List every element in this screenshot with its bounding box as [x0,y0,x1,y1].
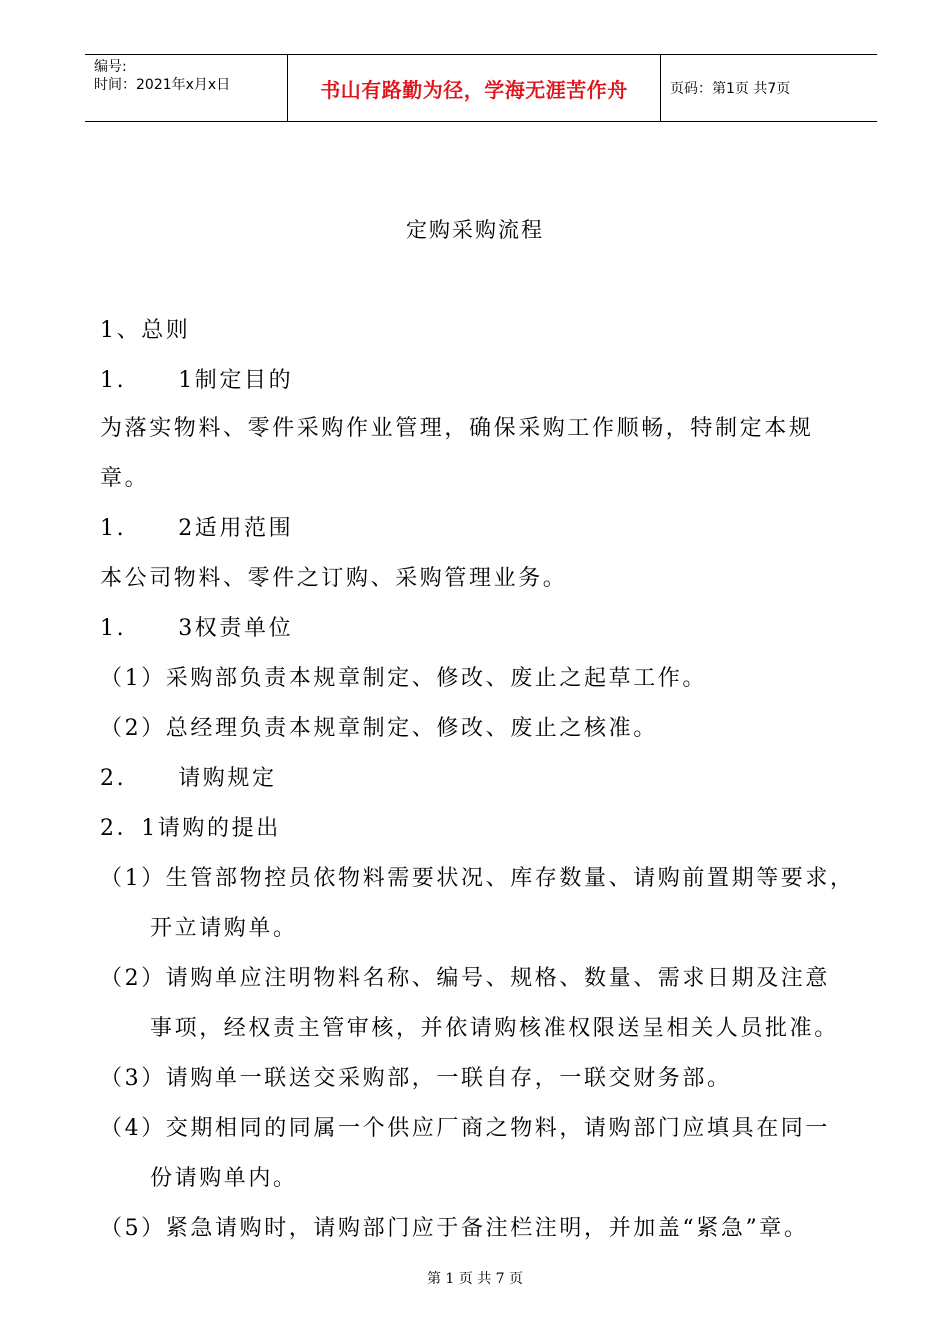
list-item: （2）总经理负责本规章制定、修改、废止之核准。 [100,716,658,741]
list-item: （1）生管部物控员依物料需要状况、库存数量、请购前置期等要求， [100,866,855,891]
subsection-heading: 1. 2适用范围 [100,516,294,541]
paragraph-line: 本公司物料、零件之订购、采购管理业务。 [100,566,568,591]
list-item: （3）请购单一联送交采购部，一联自存，一联交财务部。 [100,1066,732,1091]
page-code: 页码：第1页 共7页 [670,81,791,97]
time-label: 时间：2021年x月x日 [94,77,231,93]
list-item: （1）采购部负责本规章制定、修改、废止之起草工作。 [100,666,707,691]
list-item: （4）交期相同的同属一个供应厂商之物料，请购部门应填具在同一 [100,1116,830,1141]
document-title: 定购采购流程 [406,218,544,242]
subsection-heading: 2．1请购的提出 [100,816,281,841]
number-label: 编号: [94,59,127,75]
section-heading: 1、总则 [100,318,191,343]
header-page-cell [661,55,877,121]
header-meta [85,55,287,121]
list-item: （2）请购单应注明物料名称、编号、规格、数量、需求日期及注意 [100,966,830,991]
paragraph-line: 章。 [100,466,150,491]
page-footer: 第 1 页 共 7 页 [426,1271,524,1287]
list-item: （5）紧急请购时，请购部门应于备注栏注明，并加盖“紧急”章。 [100,1216,809,1241]
document-header [85,54,877,122]
subsection-heading: 1. 1制定目的 [100,368,294,393]
header-motto-cell [287,55,661,121]
section-heading: 2. 请购规定 [100,766,277,791]
subsection-heading: 1. 3权责单位 [100,616,294,641]
list-item-continuation: 份请购单内。 [150,1166,298,1191]
list-item-continuation: 开立请购单。 [150,916,298,941]
list-item-continuation: 事项，经权责主管审核，并依请购核准权限送呈相关人员批准。 [150,1016,839,1041]
motto-text: 书山有路勤为径，学海无涯苦作舟 [320,77,628,102]
paragraph-line: 为落实物料、零件采购作业管理，确保采购工作顺畅，特制定本规 [100,416,814,441]
